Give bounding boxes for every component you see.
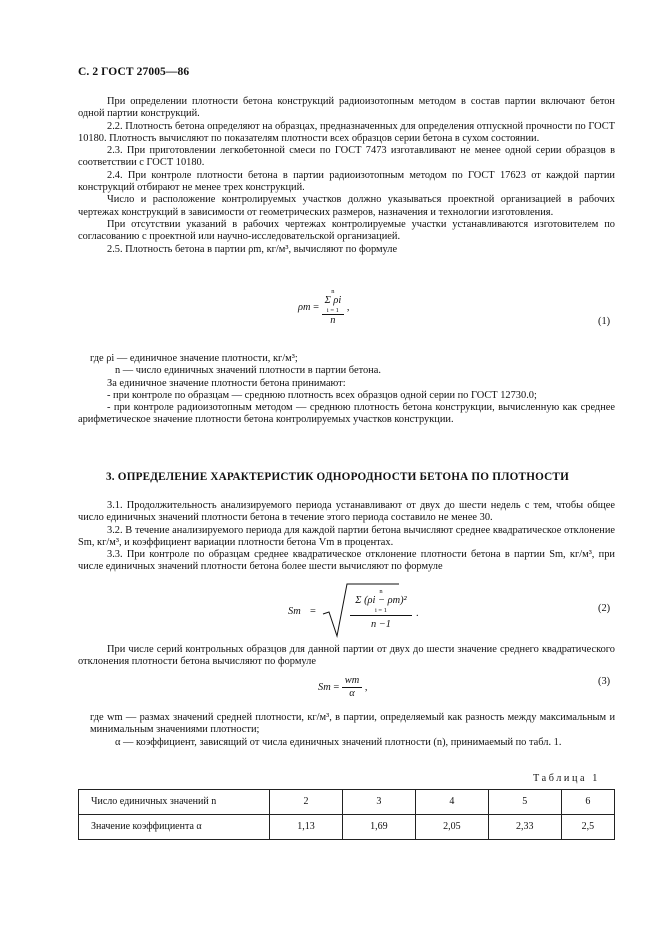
paragraph: 2.5. Плотность бетона в партии ρm, кг/м³, вычисляют по формуле	[107, 243, 398, 255]
formula-numerator: n Σ (ρi − ρm)² i = 1	[355, 588, 407, 615]
text-block-1	[78, 96, 615, 256]
paragraph: 2.4. При контроле плотности бетона в партии радиоизотопным методом по ГОСТ 17623 от каждой партии конструкций отбирают не менее трех конструкций.	[78, 169, 615, 194]
equation-number: (3)	[598, 676, 611, 687]
formula-3: Sm = $\frac{wm}{\alpha}$ ,	[318, 675, 368, 700]
paragraph: Число и расположение контролируемых участков должно указываться проектной организацией в рабочих чертежах конструкций в зависимости от геометрических размеров, назначения и технологии изготовления.	[78, 194, 615, 218]
coefficient-table	[78, 789, 615, 840]
formula-denominator: n −1	[371, 619, 391, 630]
table-cell: 6	[561, 790, 614, 815]
page-header: С. 2 ГОСТ 27005—86	[78, 66, 190, 78]
section-title: 3. ОПРЕДЕЛЕНИЕ ХАРАКТЕРИСТИК ОДНОРОДНОСТИ БЕТОНА ПО ПЛОТНОСТИ	[106, 471, 569, 483]
table-cell: 1,13	[270, 815, 343, 840]
where-line: где ρi — единичное значение плотности, кг/м³;	[90, 353, 298, 364]
paragraph: 2.3. При приготовлении легкобетонной смеси по ГОСТ 7473 изготавливают не менее одной серии образцов в соответствии с ГОСТ 10180.	[78, 145, 615, 169]
paragraph: 3.3. При контроле по образцам среднее квадратическое отклонение плотности бетона в партии Sm, кг/м³, при числе единичных значений плотности бетона более шести вычисляют по формуле	[78, 549, 615, 573]
where-line: где wm — размах значений средней плотности, кг/м³, в партии, определяемый как разность между максимальным и минимальным значениями плотности;	[90, 712, 615, 736]
paragraph: - при контроле радиоизотопным методом — среднюю плотность бетона конструкции, вычисленную как среднее арифметическое значение плотности бетона контролируемых участков конструкции.	[78, 402, 615, 426]
formula-lhs: Sm	[318, 682, 331, 694]
table-cell: 2	[270, 790, 343, 815]
where-line: α — коэффициент, зависящий от числа единичных значений плотности (n), принимаемый по табл. 1.	[115, 736, 562, 748]
paragraph: При числе серий контрольных образцов для данной партии от двух до шести значение среднего квадратического отклонения плотности бетона вычисляют по формуле	[78, 644, 615, 668]
text-block-4	[78, 644, 615, 669]
paragraph: 3.2. В течение анализируемого периода для каждой партии бетона вычисляют среднее квадратическое отклонение Sm, кг/м³, и коэффициент вариации плотности бетона Vm в процентах.	[78, 524, 615, 548]
where-block-1	[78, 353, 615, 427]
paragraph: 3.1. Продолжительность анализируемого периода устанавливают от двух до шести недель с тем, чтобы общее число единичных значений плотности бетона в течение этого периода составило не менее 30.	[78, 500, 615, 524]
formula-1: ρm = n Σ ρi i = 1 n ,	[298, 288, 350, 327]
table-cell: Число единичных значений n	[79, 790, 270, 815]
paragraph: При определении плотности бетона конструкций радиоизотопным методом в состав партии включают бетон одной партии конструкций.	[78, 96, 615, 120]
formula-numerator: wm	[342, 675, 362, 688]
table-cell: 3	[342, 790, 415, 815]
equation-number: (2)	[598, 603, 611, 614]
formula-lhs: ρm	[298, 302, 311, 314]
table-cell: 2,33	[488, 815, 561, 840]
where-line: n — число единичных значений плотности в партии бетона.	[115, 365, 381, 377]
paragraph: - при контроле по образцам — среднюю плотность всех образцов одной серии по ГОСТ 12730.0;	[107, 389, 537, 401]
table-cell: 2,5	[561, 815, 614, 840]
formula-denominator: n	[330, 315, 336, 327]
table-cell: 1,69	[342, 815, 415, 840]
table-cell: 2,05	[415, 815, 488, 840]
table-cell: 4	[415, 790, 488, 815]
paragraph: 2.2. Плотность бетона определяют на образцах, предназначенных для определения отпускной прочности по ГОСТ 10180. Плотность вычисляют по показателям плотности всех образцов серии бетона в сухом состоянии.	[78, 120, 615, 144]
table-row	[79, 815, 615, 840]
formula-numerator: n Σ ρi i = 1	[322, 288, 345, 315]
table-cell: Значение коэффициента α	[79, 815, 270, 840]
table-row	[79, 790, 615, 815]
table-caption: Таблица 1	[533, 773, 600, 784]
table-cell: 5	[488, 790, 561, 815]
text-block-3	[78, 500, 615, 574]
formula-2: Sm = n Σ (ρi − ρm)² i = 1 n −1 .	[288, 582, 428, 638]
paragraph: За единичное значение плотности бетона принимают:	[107, 377, 346, 389]
equation-number: (1)	[598, 316, 611, 327]
where-block-3	[78, 712, 615, 749]
formula-lhs: Sm	[288, 606, 301, 617]
formula-denominator: α	[349, 688, 355, 700]
paragraph: При отсутствии указаний в рабочих чертежах контролируемые участки устанавливаются изготовителем по согласованию с проектной или научно-исследовательской организацией.	[78, 218, 615, 243]
